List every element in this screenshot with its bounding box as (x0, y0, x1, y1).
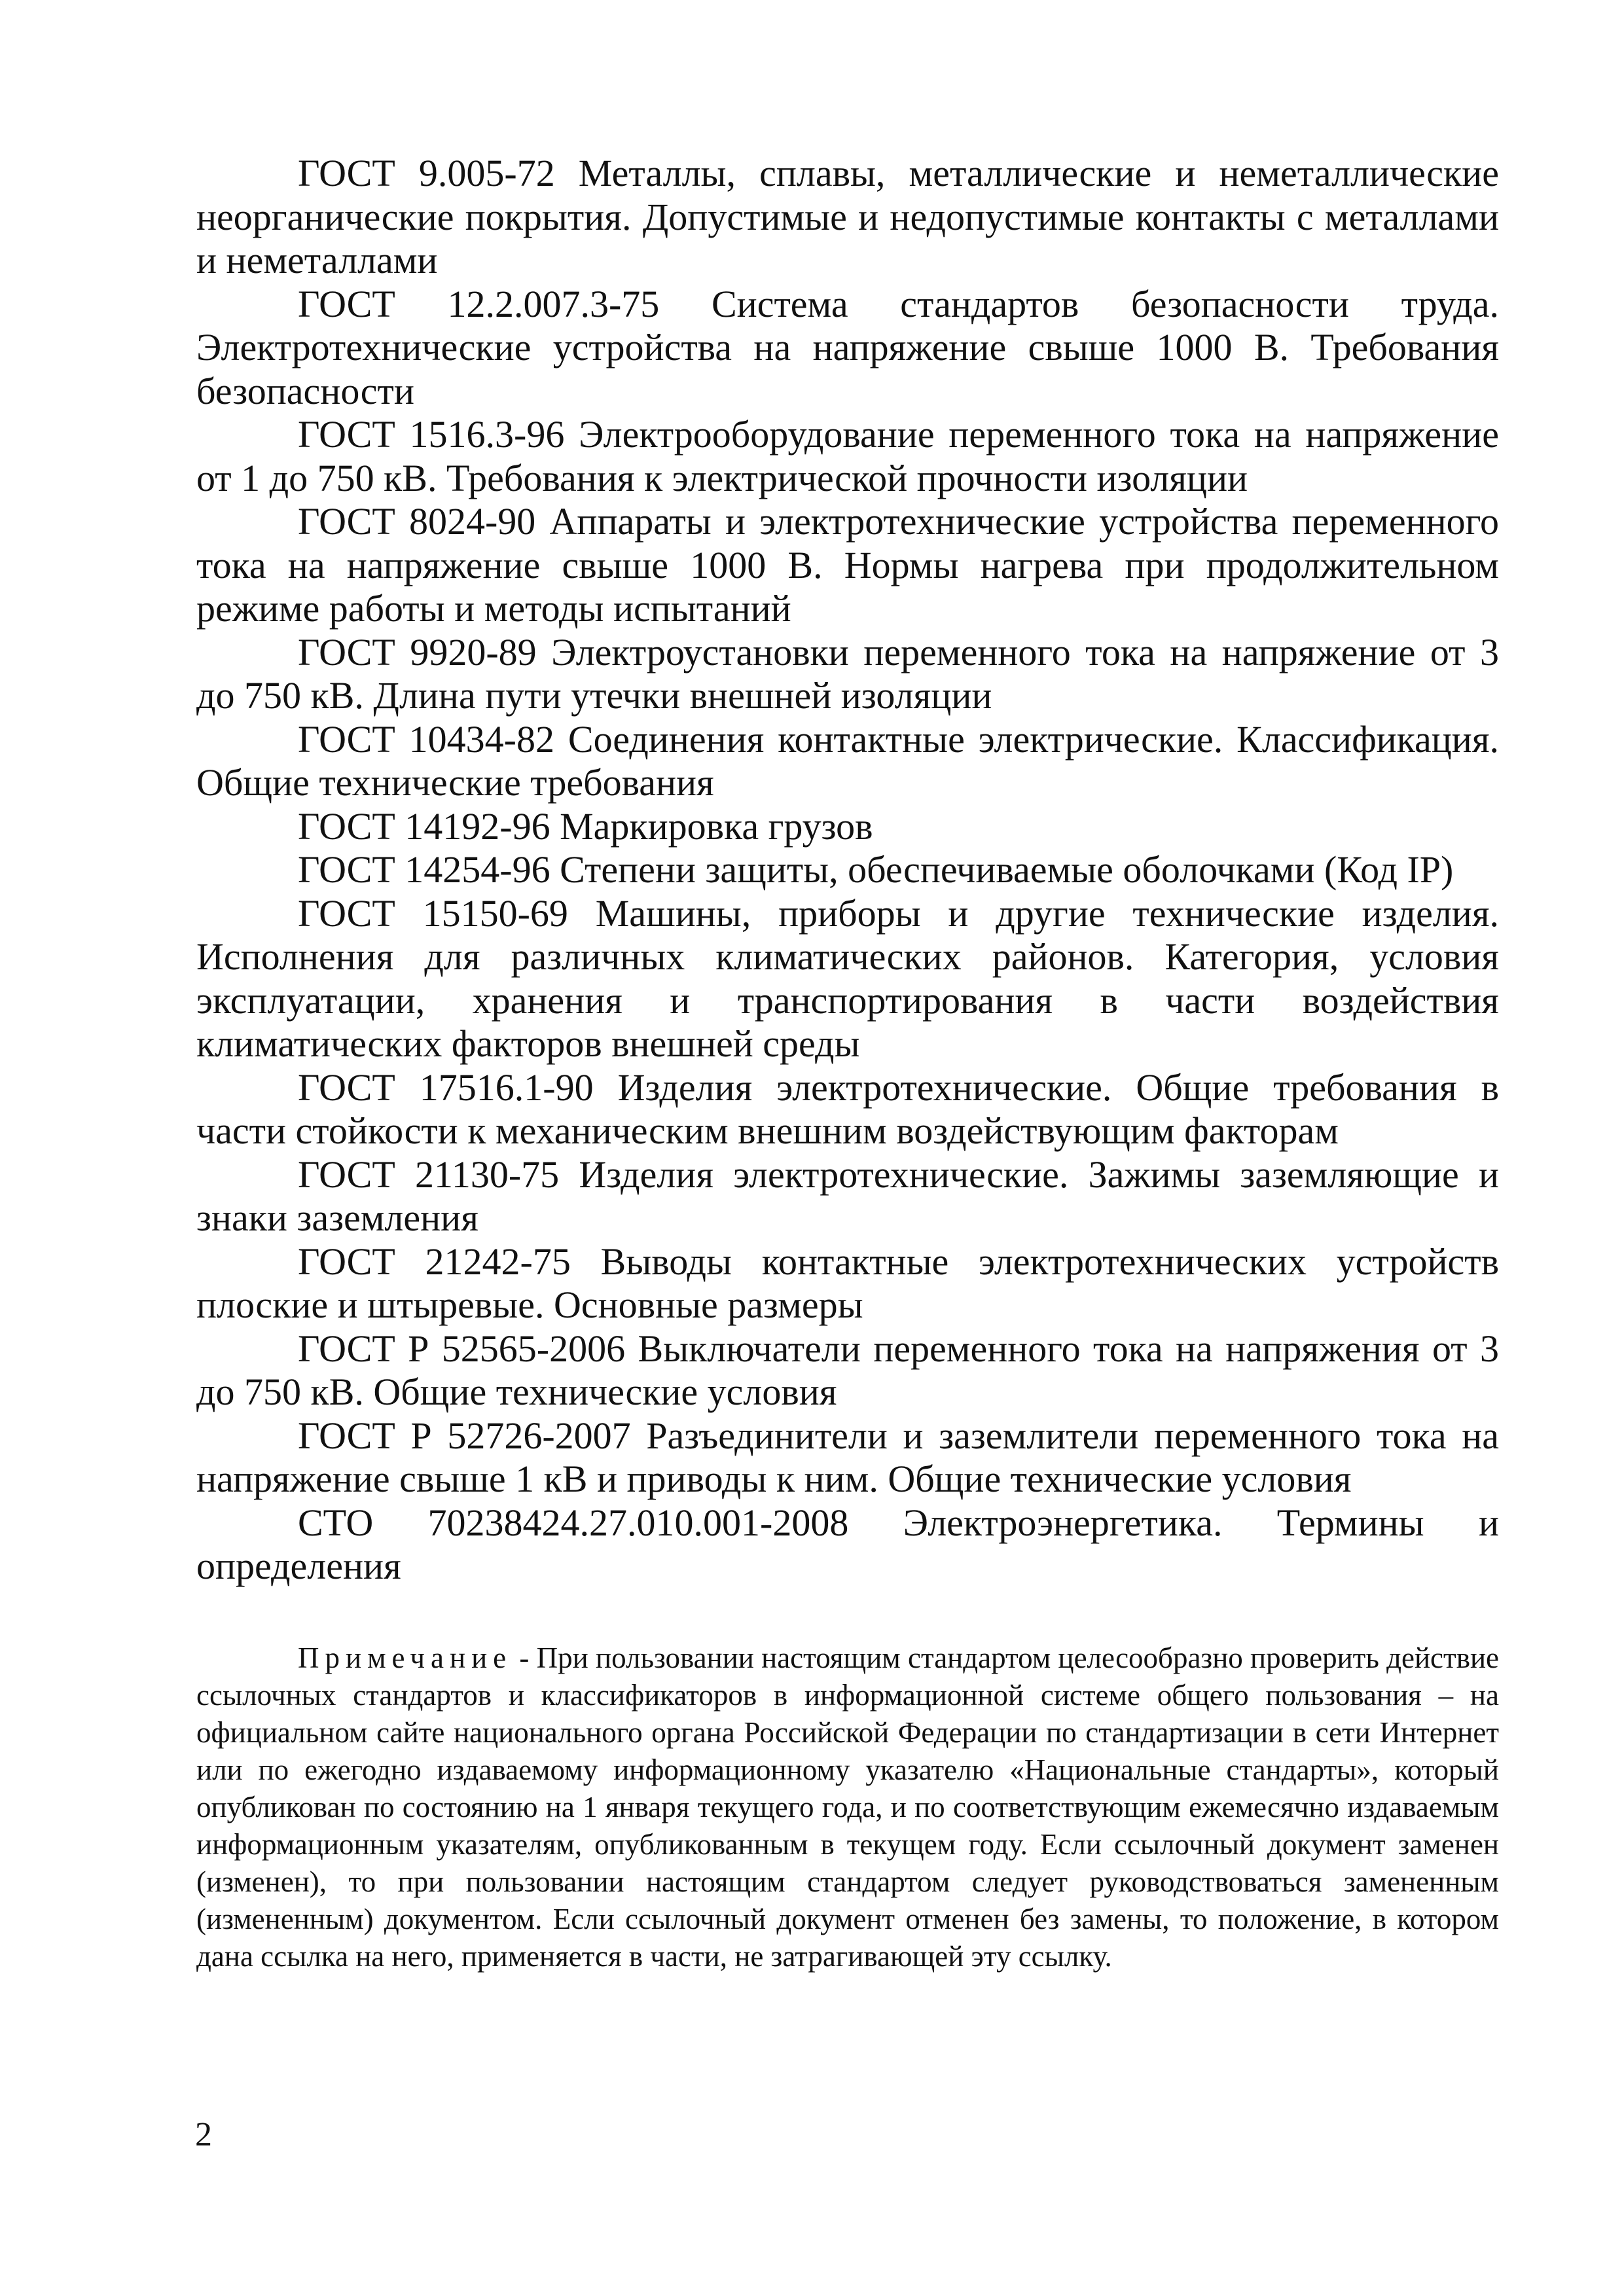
note-paragraph (196, 1640, 1499, 1975)
reference-title: Соединения контактные электрические. Классификация. Общие технические требования (196, 717, 1500, 804)
reference-title: Разъединители и заземлители переменного тока на напряжение свыше 1 кВ и приводы к ним. Общие технические условия (196, 1414, 1499, 1500)
reference-item (196, 1414, 1499, 1501)
reference-code: ГОСТ 21242-75 (298, 1240, 571, 1283)
reference-code: ГОСТ Р 52565-2006 (298, 1327, 626, 1370)
reference-item (196, 413, 1499, 500)
reference-code: ГОСТ 15150-69 (298, 891, 568, 935)
reference-code: СТО 70238424.27.010.001-2008 (298, 1501, 849, 1544)
reference-title: Выключатели переменного тока на напряжения от 3 до 750 кВ. Общие технические условия (196, 1327, 1500, 1413)
reference-item (196, 1240, 1499, 1327)
reference-code: ГОСТ 12.2.007.3-75 (298, 282, 660, 325)
reference-title: Выводы контактные электротехнических устройств плоские и штыревые. Основные размеры (196, 1240, 1499, 1326)
reference-item (196, 848, 1499, 892)
reference-title: Металлы, сплавы, металлические и неметаллические неорганические покрытия. Допустимые и недопустимые контакты с металлами и неметаллами (196, 152, 1500, 281)
reference-item (196, 631, 1499, 718)
reference-title: Изделия электротехнические. Общие требования в части стойкости к механическим внешним воздействующим факторам (196, 1066, 1500, 1152)
reference-item (196, 892, 1499, 1066)
reference-title: Электрооборудование переменного тока на напряжение от 1 до 750 кВ. Требования к электрической прочности изоляции (196, 413, 1499, 499)
reference-code: ГОСТ 8024-90 (298, 500, 536, 543)
reference-title: Электроэнергетика. Термины и определения (196, 1501, 1499, 1587)
note-text: - При пользовании настоящим стандартом целесообразно проверить действие ссылочных стандартов и классификаторов в информационной системе общего пользования – на официальном сайте национального органа Российской Федерации по стандартизации в сети Интернет или по ежегодно издаваемому информационному указателю «Национальные стандарты», который опубликован по состоянию на 1 января текущего года, и по соответствующим ежемесячно издаваемым информационным указателям, опубликованным в текущем году. Если ссылочный документ заменен (изменен), то при пользовании настоящим стандартом следует руководствоваться замененным (измененным) документом. Если ссылочный документ отменен без замены, то положение, в котором дана ссылка на него, применяется в части, не затрагивающей эту ссылку. (196, 1641, 1499, 1973)
reference-item (196, 500, 1499, 631)
reference-title: Маркировка грузов (560, 804, 873, 848)
reference-code: ГОСТ 21130-75 (298, 1153, 560, 1196)
references-list (196, 152, 1499, 1588)
reference-item (196, 1327, 1499, 1414)
reference-code: ГОСТ Р 52726-2007 (298, 1414, 631, 1457)
reference-item (196, 1066, 1499, 1153)
reference-title: Электроустановки переменного тока на напряжение от 3 до 750 кВ. Длина пути утечки внешней изоляции (196, 630, 1499, 717)
page-number: 2 (195, 2116, 212, 2153)
reference-code: ГОСТ 17516.1-90 (298, 1066, 594, 1109)
reference-code: ГОСТ 9.005-72 (298, 152, 555, 194)
reference-title: Степени защиты, обеспечиваемые оболочками (Код IP) (560, 848, 1454, 891)
reference-title: Система стандартов безопасности труда. Электротехнические устройства на напряжение свыше 1000 В. Требования безопасности (196, 282, 1499, 412)
reference-item (196, 1501, 1499, 1588)
reference-code: ГОСТ 14254-96 (298, 848, 550, 891)
reference-code: ГОСТ 1516.3-96 (298, 413, 565, 456)
reference-code: ГОСТ 14192-96 (298, 804, 550, 848)
reference-item (196, 152, 1499, 283)
reference-code: ГОСТ 9920-89 (298, 630, 537, 673)
reference-code: ГОСТ 10434-82 (298, 717, 554, 761)
reference-title: Машины, приборы и другие технические изделия. Исполнения для различных климатических районов. Категория, условия эксплуатации, хранения и транспортирования в части воздействия климатических факторов внешней среды (196, 891, 1500, 1065)
reference-title: Аппараты и электротехнические устройства переменного тока на напряжение свыше 1000 В. Нормы нагрева при продолжительном режиме работы и методы испытаний (196, 500, 1499, 630)
reference-item (196, 805, 1499, 849)
reference-title: Изделия электротехнические. Зажимы заземляющие и знаки заземления (196, 1153, 1499, 1239)
note-label: Примечание (298, 1641, 513, 1674)
references-section (196, 152, 1499, 1588)
reference-item (196, 1153, 1499, 1240)
reference-item (196, 283, 1499, 414)
reference-item (196, 718, 1499, 805)
